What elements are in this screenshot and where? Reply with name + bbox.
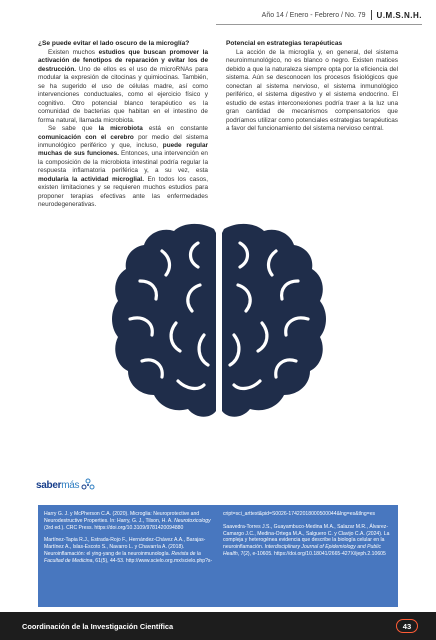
header-rule [216,24,422,25]
right-column [226,40,398,134]
left-paragraph-2: Se sabe que la microbiota está en constante comunicación con el cerebro por medio del sistema inmunológico periférico y que, incluso, puede regular muchas de sus funciones. Entonces, una intervención en la composición de la microbiota intestinal podría regular la respuesta inflamatoria periférica y, a su vez, esta modularía la actividad microglial. En todos los casos, existen limitaciones y se requieren muchos estudios para proponer terapias efectivas ante las enfermedades neurodegenerativas. [38,125,209,209]
page-number: 43 [396,619,418,633]
right-paragraph-1: La acción de la microglía y, en general, del sistema neuroinmunológico, no es blanco o negro. Existen matices debido a que la naturaleza siempre opta por la eficiencia del sistema. Aún se desconocen los procesos fisiológicos que conectan al sistema nervioso, el sistema inmunológico periférico, el sistema digestivo y el sistema endocrino. El estudio de estas interconexiones podría traer a la luz una gran cantidad de mecanismos compensatorios que podríamos utilizar como potenciales estrategias terapéuticas a favor del funcionamiento del sistema nervioso central. [226,49,398,133]
sabermas-logo [36,478,95,492]
header-separator [371,10,372,20]
left-column [38,40,208,210]
brain-illustration [100,215,338,433]
institution-name: U.M.S.N.H. [376,10,422,20]
references-left [44,511,213,603]
reference-item: Harry G. J. y McPherson C.A. (2020). Microglia: Neuroprotective and Neurodestructive Properties. In: Harry, G. J., Tilson, H. A. Neurotoxicology (3rd ed.). CRC Press. https://doi.org/10.3109/9781420094880 [44,511,211,531]
references-right [223,511,392,603]
logo-text: sabermás [36,479,80,491]
page-footer [0,612,436,640]
issue-info: Año 14 / Enero - Febrero / No. 79 [261,11,366,19]
left-paragraph-1: Existen muchos estudios que buscan promover la activación de fenotipos de reparación y evitar los de destrucción. Uno de ellos es el uso de microRNAs para modular la expresión de citocinas y quimiocinas. También, se ha sugerido el uso de células madre, así como intervenciones conductuales, como el ejercicio físico y cognitivo. Otro potencial blanco terapéutico es la comunidad de bacterias que habitan en el intestino de forma natural, llamada microbiota. [38,49,209,124]
sabermas-logo-icon [81,478,95,492]
reference-item: Saavedra-Torres J.S., Guayambuco-Medina M.A., Salazar M.R., Álvarez-Camargo J.C., Medina-Ortega M.A., Salguero C. y Clavijo C.A. (2024). La compleja y heterogénea evidencia que describe la biología celular en la neuroinflamación. Interdisciplinary Journal of Epidemiology and Public Health, 7(2), e-10605. https://doi.org/10.18041/2665-427X/ijeph.2.10605 [223,523,390,557]
left-heading: ¿Se puede evitar el lado oscuro de la microglía? [38,40,190,47]
footer-title: Coordinación de la Investigación Científica [22,621,174,631]
reference-item: Martínez-Tapia R.J., Estrada-Rojo F., Hernández-Chávez A.A., Barajas-Martínez A., Islas-Escoto S., Navarro L. y Chavarría A. (2018). Neuroinflamación: el ying-yang de la neuroinmunología. Revista de la Facultad de Medicina, 61(5), 44-53. http://www.scielo.org.mx/scielo.php?s- [44,537,213,564]
right-heading: Potencial en estrategias terapéuticas [226,40,343,47]
page-header [262,8,422,22]
reference-item: cript=sci_arttext&pid=S0026-17422018000500044&lng=es&tlng=es [223,511,376,517]
references-box [38,505,398,607]
